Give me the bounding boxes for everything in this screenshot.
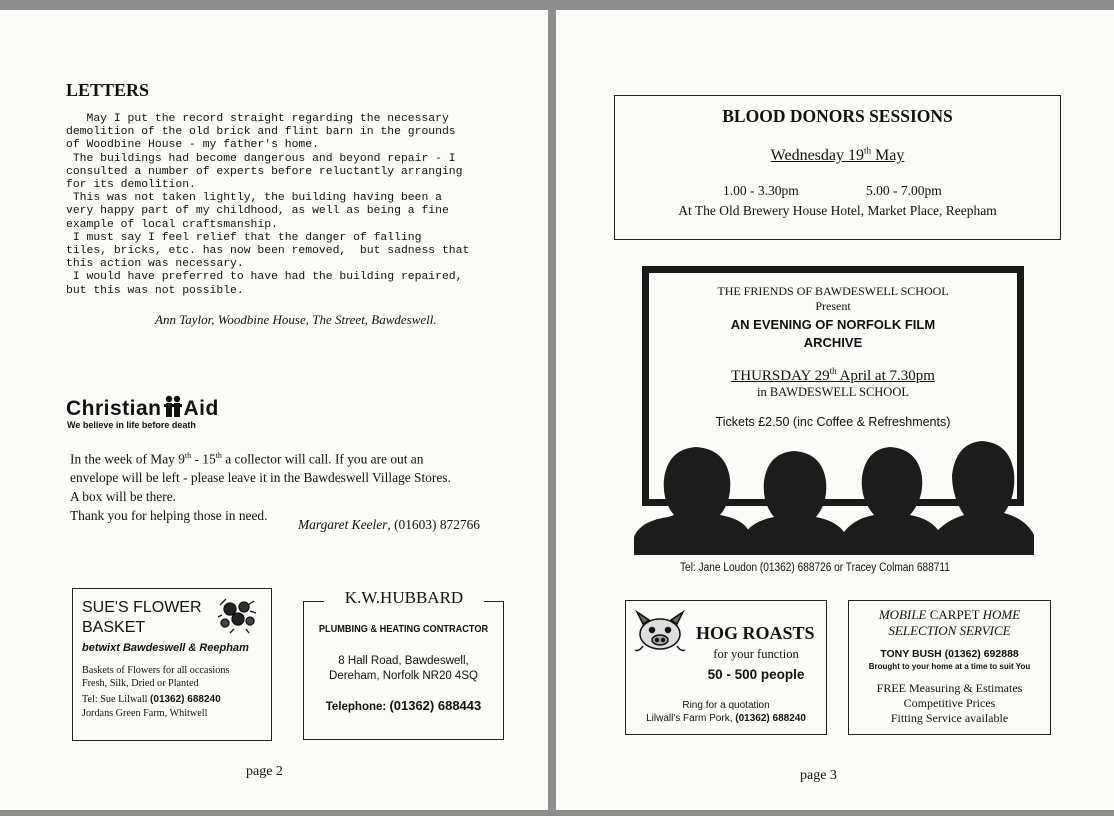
hubbard-tel-number: (01362) 688443 <box>389 698 482 713</box>
right-page <box>556 10 1114 810</box>
film-header <box>652 284 1014 314</box>
sues-tel-label: Tel: Sue Lilwall <box>82 694 151 706</box>
sues-address: Jordans Green Farm, Whitwell <box>82 707 208 719</box>
ca-sup2: th <box>215 451 222 460</box>
film-date-b: April at 7.30pm <box>836 368 935 384</box>
letter-line: The buildings had become dangerous and beyond repair - I <box>66 152 456 165</box>
letter-line: I would have preferred to have had the building repaired, <box>66 271 463 284</box>
ca-line1-a: In the week of May 9 <box>70 451 185 467</box>
letter-line: demolition of the old brick and flint barn in the grounds <box>66 126 456 139</box>
letter-line: This was not taken lightly, the building having been a <box>66 192 442 205</box>
hog-line3: Ring for a quotation <box>682 700 770 711</box>
sues-flower-basket-ad <box>72 588 272 741</box>
logo-text-christian: Christian <box>66 397 162 420</box>
blood-date-a: Wednesday 19 <box>770 147 864 165</box>
carpet-line6: Competitive Prices <box>903 696 996 710</box>
sues-title <box>82 598 202 638</box>
film-contact-tel: Tel: Jane Loudon (01362) 688726 or Tracey Colman 688711 <box>680 562 950 574</box>
letters-heading: LETTERS <box>66 80 150 100</box>
mobile-carpet-ad <box>848 600 1051 735</box>
pig-icon <box>631 608 689 661</box>
page-number-right: page 3 <box>800 768 837 783</box>
sues-line2: Fresh, Silk, Dried or Planted <box>82 678 199 690</box>
ca-signature <box>298 517 480 533</box>
ca-line2: envelope will be left - please leave it in the Bawdeswell Village Stores. <box>70 470 451 486</box>
letter-signature: Ann Taylor, Woodbine House, The Street, Bawdeswell. <box>155 312 437 327</box>
carpet-line4: Brought to your home at a time to suit You <box>868 662 1031 671</box>
carpet-line1 <box>849 607 1050 623</box>
film-line2: Present <box>815 299 851 313</box>
sues-details <box>82 664 229 720</box>
logo-text-aid: Aid <box>183 397 219 420</box>
sues-title-line2: BASKET <box>82 619 146 636</box>
christian-aid-tagline: We believe in life before death <box>67 420 196 430</box>
film-venue: in BAWDESWELL SCHOOL <box>757 385 909 399</box>
ca-sup1: th <box>184 451 192 460</box>
hubbard-address <box>304 654 503 684</box>
page-number-left: page 2 <box>246 764 283 779</box>
hog-line4-a: Lilwall's Farm Pork, <box>646 713 736 724</box>
letter-line: of Woodbine House - my father's home. <box>66 139 319 152</box>
letter-line: tiles, bricks, etc. has now been removed, but sadness that <box>66 245 470 258</box>
sues-line1: Baskets of Flowers for all occasions <box>82 665 230 676</box>
hubbard-title: K.W.HUBBARD <box>324 588 484 608</box>
blood-date-b: May <box>871 147 905 165</box>
sues-tel-number: (01362) 688240 <box>150 694 221 706</box>
blood-venue: At The Old Brewery House Hotel, Market Place, Reepham <box>678 203 997 218</box>
hog-line4-b: (01362) 688240 <box>735 713 806 724</box>
sues-title-line1: SUE'S FLOWER <box>82 599 202 616</box>
christian-aid-text <box>70 446 540 525</box>
letter-line: I must say I feel relief that the danger of falling <box>66 231 422 244</box>
film-date <box>652 366 1014 385</box>
blood-date-sup: th <box>864 146 872 156</box>
letter-line: May I put the record straight regarding the necessary <box>66 113 449 125</box>
letter-line: example of local craftsmanship. <box>66 218 278 231</box>
christian-aid-logo <box>66 384 276 434</box>
hubbard-addr2: Dereham, Norfolk NR20 4SQ <box>329 670 478 682</box>
letter-line: consulted a number of experts before reluctantly arranging <box>66 165 463 178</box>
blood-time1: 1.00 - 3.30pm <box>723 183 799 198</box>
ca-line1-c: a collector will call. If you are out an <box>221 451 424 467</box>
letter-body <box>66 113 469 298</box>
hog-line4 <box>626 713 826 724</box>
carpet-line1-c: HOME <box>982 607 1021 622</box>
film-title1: AN EVENING OF NORFOLK FILM <box>730 317 936 332</box>
hog-title: HOG ROASTS <box>696 623 815 643</box>
hubbard-ad <box>303 588 504 740</box>
film-title2: ARCHIVE <box>803 335 863 350</box>
film-line1: THE FRIENDS OF BAWDESWELL SCHOOL <box>717 284 949 298</box>
hubbard-telephone <box>304 698 503 713</box>
flower-icon <box>216 595 260 640</box>
hog-line1: for your function <box>713 647 799 661</box>
carpet-line2: SELECTION SERVICE <box>888 623 1011 638</box>
carpet-line1-b: CARPET <box>926 607 983 622</box>
film-tickets: Tickets £2.50 (inc Coffee & Refreshments) <box>715 415 951 429</box>
hubbard-subtitle: PLUMBING & HEATING CONTRACTOR <box>318 624 489 635</box>
carpet-line5: FREE Measuring & Estimates <box>876 681 1023 695</box>
letter-line: this action was necessary. <box>66 258 244 271</box>
ca-sig-name: Margaret Keeler <box>298 517 388 532</box>
sues-subtitle: betwixt Bawdeswell & Reepham <box>82 642 249 654</box>
hog-line2: 50 - 500 people <box>707 667 805 682</box>
ca-line3: A box will be there. <box>70 489 176 505</box>
left-page <box>0 10 548 810</box>
blood-time2: 5.00 - 7.00pm <box>866 183 942 198</box>
carpet-line1-a: MOBILE <box>878 607 927 622</box>
letter-line: for its demolition. <box>66 179 196 192</box>
ca-sig-phone: , (01603) 872766 <box>387 517 480 532</box>
carpet-line7: Fitting Service available <box>890 711 1009 725</box>
blood-donors-box <box>614 95 1061 240</box>
letter-line: but this was not possible. <box>66 284 244 297</box>
film-date-a: THURSDAY 29 <box>731 368 830 384</box>
ca-line4: Thank you for helping those in need. <box>70 508 268 524</box>
carpet-details <box>849 681 1050 726</box>
carpet-line3: TONY BUSH (01362) 692888 <box>880 648 1019 660</box>
hubbard-tel-label: Telephone: <box>325 701 390 713</box>
aid-figures-icon <box>162 394 184 416</box>
hog-roasts-ad <box>625 600 827 735</box>
blood-donors-title: BLOOD DONORS SESSIONS <box>722 106 953 126</box>
blood-donors-date <box>615 146 1060 165</box>
film-title <box>652 316 1014 352</box>
hubbard-addr1: 8 Hall Road, Bawdeswell, <box>338 655 469 667</box>
ca-line1-b: - 15 <box>191 451 216 467</box>
film-date-sup: th <box>829 366 837 376</box>
letter-line: very happy part of my childhood, as well as being a fine <box>66 205 449 218</box>
audience-silhouette-icon <box>634 435 1034 560</box>
